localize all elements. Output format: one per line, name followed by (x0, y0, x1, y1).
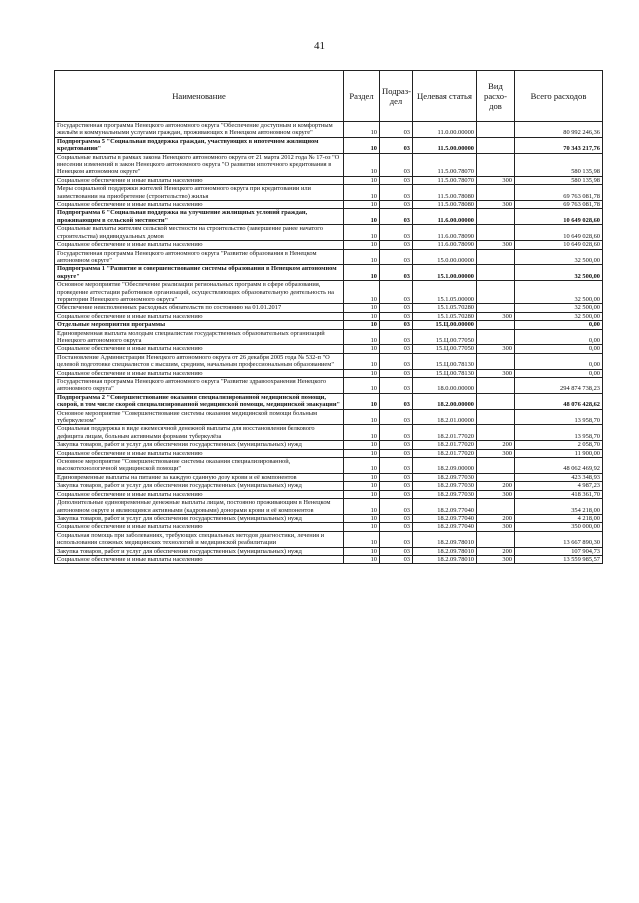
row-amount: 13 958,70 (515, 409, 603, 425)
row-target: 11.5.00.78080 (413, 185, 477, 201)
row-expense-type (477, 265, 515, 281)
row-subsection: 03 (380, 449, 413, 457)
row-expense-type (477, 225, 515, 241)
row-name: Социальные выплаты жителям сельской местности на строительство (завершение ранее начатого строительства) индивидуальных домов (55, 225, 344, 241)
row-target: 11.6.00.78090 (413, 225, 477, 241)
row-subsection: 03 (380, 353, 413, 369)
row-subsection: 03 (380, 523, 413, 531)
row-section: 10 (344, 547, 380, 555)
row-subsection: 03 (380, 201, 413, 209)
row-section: 10 (344, 185, 380, 201)
row-name: Закупка товаров, работ и услуг для обеспечения государственных (муниципальных) нужд (55, 514, 344, 522)
row-amount: 107 904,73 (515, 547, 603, 555)
header-name: Наименование (55, 71, 344, 122)
row-expense-type: 200 (477, 547, 515, 555)
row-name: Единовременные выплаты на питание за каждую сданную дозу крови и её компонентов (55, 473, 344, 481)
row-section: 10 (344, 265, 380, 281)
row-target: 18.2.09.77030 (413, 482, 477, 490)
row-section: 10 (344, 281, 380, 304)
row-target: 11.0.00.00000 (413, 122, 477, 138)
page-number: 41 (314, 40, 325, 52)
row-subsection: 03 (380, 225, 413, 241)
row-target: 18.2.01.77020 (413, 449, 477, 457)
row-name: Социальное обеспечение и иные выплаты населению (55, 241, 344, 249)
row-target: 18.2.09.00000 (413, 458, 477, 474)
row-target: 11.5.00.78070 (413, 176, 477, 184)
row-section: 10 (344, 393, 380, 409)
table-row (55, 312, 603, 320)
row-section: 10 (344, 531, 380, 547)
row-amount: 48 062 469,92 (515, 458, 603, 474)
row-section: 10 (344, 241, 380, 249)
table-row (55, 393, 603, 409)
row-amount: 13 559 985,57 (515, 555, 603, 563)
row-amount: 2 058,70 (515, 441, 603, 449)
row-expense-type: 200 (477, 514, 515, 522)
table-row (55, 185, 603, 201)
table-header (55, 71, 603, 122)
row-section: 10 (344, 153, 380, 176)
row-subsection: 03 (380, 499, 413, 515)
row-amount: 4 987,23 (515, 482, 603, 490)
row-amount: 10 649 028,60 (515, 241, 603, 249)
row-name: Социальное обеспечение и иные выплаты населению (55, 345, 344, 353)
row-target: 11.5.00.78070 (413, 153, 477, 176)
header-expense-type: Вид расхо-дов (477, 71, 515, 122)
row-target: 15.0.00.00000 (413, 249, 477, 265)
row-subsection: 03 (380, 473, 413, 481)
table-row (55, 345, 603, 353)
row-section: 10 (344, 523, 380, 531)
row-name: Социальное обеспечение и иные выплаты населению (55, 312, 344, 320)
row-expense-type (477, 281, 515, 304)
row-target: 18.2.09.78010 (413, 531, 477, 547)
row-amount: 80 992 246,36 (515, 122, 603, 138)
row-target: 11.6.00.78090 (413, 241, 477, 249)
row-section: 10 (344, 458, 380, 474)
row-subsection: 03 (380, 531, 413, 547)
row-expense-type: 300 (477, 490, 515, 498)
row-amount: 32 500,00 (515, 265, 603, 281)
row-amount: 32 500,00 (515, 281, 603, 304)
table-row (55, 555, 603, 563)
row-section: 10 (344, 449, 380, 457)
row-target: 15.Ц.00.78130 (413, 369, 477, 377)
row-amount: 11 900,00 (515, 449, 603, 457)
row-amount: 69 763 081,78 (515, 201, 603, 209)
row-section: 10 (344, 425, 380, 441)
row-name: Отдельные мероприятия программы (55, 321, 344, 329)
row-subsection: 03 (380, 490, 413, 498)
row-target: 15.Ц.00.77050 (413, 329, 477, 345)
row-subsection: 03 (380, 241, 413, 249)
row-expense-type (477, 473, 515, 481)
row-name: Подпрограмма 2 "Совершенствование оказания специализированной медицинской помощи, скорой, в том числе скорой специализированной медицинской помощи, медицинской эвакуации" (55, 393, 344, 409)
row-target: 11.5.00.00000 (413, 137, 477, 153)
table-body (55, 122, 603, 564)
table-row (55, 409, 603, 425)
table-row (55, 201, 603, 209)
row-subsection: 03 (380, 555, 413, 563)
row-expense-type (477, 209, 515, 225)
table-row (55, 176, 603, 184)
table-row (55, 321, 603, 329)
table-row (55, 281, 603, 304)
table-row (55, 241, 603, 249)
row-expense-type: 300 (477, 555, 515, 563)
table-row (55, 153, 603, 176)
row-amount: 0,00 (515, 369, 603, 377)
row-name: Закупка товаров, работ и услуг для обеспечения государственных (муниципальных) нужд (55, 441, 344, 449)
row-name: Обеспечение неисполненных расходных обязательств по состоянию на 01.01.2017 (55, 304, 344, 312)
row-expense-type (477, 137, 515, 153)
header-section: Раздел (344, 71, 380, 122)
row-name: Единовременная выплата молодым специалистам государственных образовательных организаций Ненецкого автономного округа (55, 329, 344, 345)
row-subsection: 03 (380, 329, 413, 345)
row-name: Социальная помощь при заболеваниях, требующих специальных методов диагностики, лечения и использования сложных медицинских технологий и медицинской реабилитации (55, 531, 344, 547)
row-subsection: 03 (380, 378, 413, 394)
row-expense-type: 300 (477, 523, 515, 531)
row-section: 10 (344, 514, 380, 522)
row-expense-type (477, 185, 515, 201)
row-expense-type: 300 (477, 201, 515, 209)
row-name: Государственная программа Ненецкого автономного округа "Развитие образования в Ненецком автономном округе" (55, 249, 344, 265)
row-amount: 13 958,70 (515, 425, 603, 441)
row-expense-type: 300 (477, 176, 515, 184)
row-subsection: 03 (380, 249, 413, 265)
row-name: Основное мероприятие "Совершенствование системы оказания медицинской помощи больным туберкулезом" (55, 409, 344, 425)
row-name: Социальное обеспечение и иные выплаты населению (55, 201, 344, 209)
row-subsection: 03 (380, 514, 413, 522)
row-subsection: 03 (380, 425, 413, 441)
table-row (55, 449, 603, 457)
row-target: 18.2.01.77020 (413, 425, 477, 441)
row-amount: 70 343 217,76 (515, 137, 603, 153)
row-target: 15.1.05.70280 (413, 304, 477, 312)
budget-table (54, 70, 603, 564)
row-target: 18.2.09.78010 (413, 547, 477, 555)
row-subsection: 03 (380, 304, 413, 312)
row-subsection: 03 (380, 209, 413, 225)
table-row (55, 122, 603, 138)
row-target: 15.Ц.00.77050 (413, 345, 477, 353)
row-name: Социальное обеспечение и иные выплаты населению (55, 490, 344, 498)
row-subsection: 03 (380, 153, 413, 176)
table-row (55, 369, 603, 377)
row-section: 10 (344, 176, 380, 184)
table-row (55, 473, 603, 481)
row-amount: 13 667 890,30 (515, 531, 603, 547)
row-section: 10 (344, 209, 380, 225)
row-section: 10 (344, 555, 380, 563)
row-expense-type (477, 353, 515, 369)
row-section: 10 (344, 473, 380, 481)
row-expense-type: 300 (477, 449, 515, 457)
table-row (55, 482, 603, 490)
row-subsection: 03 (380, 122, 413, 138)
row-target: 18.2.09.77040 (413, 514, 477, 522)
row-target: 15.Ц.00.00000 (413, 321, 477, 329)
table-row (55, 490, 603, 498)
row-expense-type (477, 393, 515, 409)
table-row (55, 225, 603, 241)
row-amount: 0,00 (515, 321, 603, 329)
row-name: Социальное обеспечение и иные выплаты населению (55, 555, 344, 563)
table-row (55, 499, 603, 515)
table-row (55, 249, 603, 265)
row-section: 10 (344, 249, 380, 265)
table-row (55, 441, 603, 449)
row-amount: 0,00 (515, 329, 603, 345)
table-row (55, 514, 603, 522)
row-expense-type (477, 321, 515, 329)
table-row (55, 265, 603, 281)
row-subsection: 03 (380, 369, 413, 377)
row-section: 10 (344, 225, 380, 241)
row-expense-type: 300 (477, 345, 515, 353)
row-target: 18.2.09.78010 (413, 555, 477, 563)
row-section: 10 (344, 441, 380, 449)
row-name: Меры социальной поддержки жителей Ненецкого автономного округа при кредитовании или заимствовании на приобретение (строительство) жилья (55, 185, 344, 201)
row-subsection: 03 (380, 393, 413, 409)
row-section: 10 (344, 353, 380, 369)
row-expense-type: 300 (477, 312, 515, 320)
row-amount: 354 218,00 (515, 499, 603, 515)
row-expense-type: 200 (477, 441, 515, 449)
row-name: Государственная программа Ненецкого автономного округа "Обеспечение доступным и комфортным жильём и коммунальными услугами граждан, проживающих в Ненецком автономном округе" (55, 122, 344, 138)
row-section: 10 (344, 312, 380, 320)
row-name: Социальное обеспечение и иные выплаты населению (55, 176, 344, 184)
row-amount: 418 361,70 (515, 490, 603, 498)
row-target: 15.1.00.00000 (413, 265, 477, 281)
row-target: 15.Ц.00.78130 (413, 353, 477, 369)
row-expense-type (477, 153, 515, 176)
row-subsection: 03 (380, 265, 413, 281)
row-section: 10 (344, 482, 380, 490)
row-subsection: 03 (380, 321, 413, 329)
row-section: 10 (344, 137, 380, 153)
row-subsection: 03 (380, 441, 413, 449)
row-target: 18.2.00.00000 (413, 393, 477, 409)
row-name: Закупка товаров, работ и услуг для обеспечения государственных (муниципальных) нужд (55, 482, 344, 490)
table-row (55, 547, 603, 555)
row-name: Социальное обеспечение и иные выплаты населению (55, 369, 344, 377)
row-name: Основное мероприятие "Обеспечение реализации региональных программ в сфере образования, проведение аттестации работников организаций, осуществляющих образовательную деятельность на территории Ненецкого автономного округа" (55, 281, 344, 304)
row-target: 11.5.00.78080 (413, 201, 477, 209)
row-expense-type (477, 531, 515, 547)
row-name: Постановление Администрации Ненецкого автономного округа от 26 декабря 2005 года № 532-п "О целевой подготовке специалистов с высшим, средним, начальным профессиональным образованием" (55, 353, 344, 369)
row-subsection: 03 (380, 312, 413, 320)
table-row (55, 209, 603, 225)
row-subsection: 03 (380, 137, 413, 153)
row-section: 10 (344, 201, 380, 209)
row-amount: 350 000,00 (515, 523, 603, 531)
row-amount: 10 649 028,60 (515, 209, 603, 225)
row-target: 18.2.01.00000 (413, 409, 477, 425)
row-amount: 32 500,00 (515, 312, 603, 320)
row-amount: 4 218,00 (515, 514, 603, 522)
row-section: 10 (344, 122, 380, 138)
row-target: 18.2.09.77030 (413, 473, 477, 481)
row-section: 10 (344, 345, 380, 353)
row-amount: 423 348,93 (515, 473, 603, 481)
row-subsection: 03 (380, 458, 413, 474)
table-row (55, 137, 603, 153)
row-expense-type (477, 329, 515, 345)
row-section: 10 (344, 409, 380, 425)
row-target: 15.1.05.70280 (413, 312, 477, 320)
row-name: Социальные выплаты в рамках закона Ненецкого автономного округа от 21 марта 2012 года № 17-оз "О внесении изменений в закон Ненецкого автономного округа "О развитии ипотечного кредитования в Ненецком автономном округе" (55, 153, 344, 176)
row-name: Подпрограмма 6 "Социальная поддержка на улучшение жилищных условий граждан, проживающим в сельской местности" (55, 209, 344, 225)
row-section: 10 (344, 369, 380, 377)
row-amount: 0,00 (515, 353, 603, 369)
table-row (55, 329, 603, 345)
row-name: Основное мероприятие "Совершенствование системы оказания специализированной, высокотехнологичной медицинской помощи" (55, 458, 344, 474)
row-target: 18.0.00.00000 (413, 378, 477, 394)
table-row (55, 304, 603, 312)
row-name: Подпрограмма 1 "Развитие и совершенствование системы образования в Ненецком автономном округе" (55, 265, 344, 281)
row-amount: 580 135,98 (515, 153, 603, 176)
row-amount: 32 500,00 (515, 304, 603, 312)
row-amount: 580 135,98 (515, 176, 603, 184)
row-amount: 0,00 (515, 345, 603, 353)
row-amount: 69 763 081,78 (515, 185, 603, 201)
row-amount: 48 076 428,62 (515, 393, 603, 409)
row-expense-type (477, 122, 515, 138)
row-target: 15.1.05.00000 (413, 281, 477, 304)
header-subsection: Подраз-дел (380, 71, 413, 122)
row-expense-type (477, 304, 515, 312)
row-name: Государственная программа Ненецкого автономного округа "Развитие здравоохранения Ненецкого автономного округа" (55, 378, 344, 394)
row-target: 11.6.00.00000 (413, 209, 477, 225)
row-target: 18.2.09.77030 (413, 490, 477, 498)
row-amount: 32 500,00 (515, 249, 603, 265)
row-amount: 294 874 738,23 (515, 378, 603, 394)
table-row (55, 378, 603, 394)
row-name: Социальное обеспечение и иные выплаты населению (55, 523, 344, 531)
row-name: Дополнительные единовременные денежные выплаты лицам, постоянно проживающим в Ненецком автономном округе и являющимся активными (кадровыми) донорами крови и её компонентов (55, 499, 344, 515)
table-row (55, 353, 603, 369)
row-name: Закупка товаров, работ и услуг для обеспечения государственных (муниципальных) нужд (55, 547, 344, 555)
row-subsection: 03 (380, 482, 413, 490)
row-expense-type (477, 378, 515, 394)
row-expense-type (477, 499, 515, 515)
table-row (55, 531, 603, 547)
header-total: Всего расходов (515, 71, 603, 122)
row-expense-type (477, 249, 515, 265)
row-target: 18.2.09.77040 (413, 499, 477, 515)
row-section: 10 (344, 499, 380, 515)
row-expense-type: 300 (477, 241, 515, 249)
row-section: 10 (344, 490, 380, 498)
table-row (55, 425, 603, 441)
row-expense-type: 300 (477, 369, 515, 377)
row-subsection: 03 (380, 185, 413, 201)
row-expense-type (477, 458, 515, 474)
row-section: 10 (344, 378, 380, 394)
row-subsection: 03 (380, 345, 413, 353)
row-section: 10 (344, 329, 380, 345)
row-subsection: 03 (380, 176, 413, 184)
table-row (55, 523, 603, 531)
row-name: Социальная поддержка в виде ежемесячной денежной выплаты для восстановления белкового дефицита лицам, больным активными формами туберкулёза (55, 425, 344, 441)
row-expense-type (477, 409, 515, 425)
row-amount: 10 649 028,60 (515, 225, 603, 241)
row-name: Подпрограмма 5 "Социальная поддержка граждан, участвующих в ипотечном жилищном кредитовании" (55, 137, 344, 153)
row-target: 18.2.01.77020 (413, 441, 477, 449)
table-row (55, 458, 603, 474)
row-target: 18.2.09.77040 (413, 523, 477, 531)
row-name: Социальное обеспечение и иные выплаты населению (55, 449, 344, 457)
row-section: 10 (344, 321, 380, 329)
row-subsection: 03 (380, 547, 413, 555)
row-expense-type: 200 (477, 482, 515, 490)
row-section: 10 (344, 304, 380, 312)
row-subsection: 03 (380, 281, 413, 304)
row-subsection: 03 (380, 409, 413, 425)
row-expense-type (477, 425, 515, 441)
header-target: Целевая статья (413, 71, 477, 122)
